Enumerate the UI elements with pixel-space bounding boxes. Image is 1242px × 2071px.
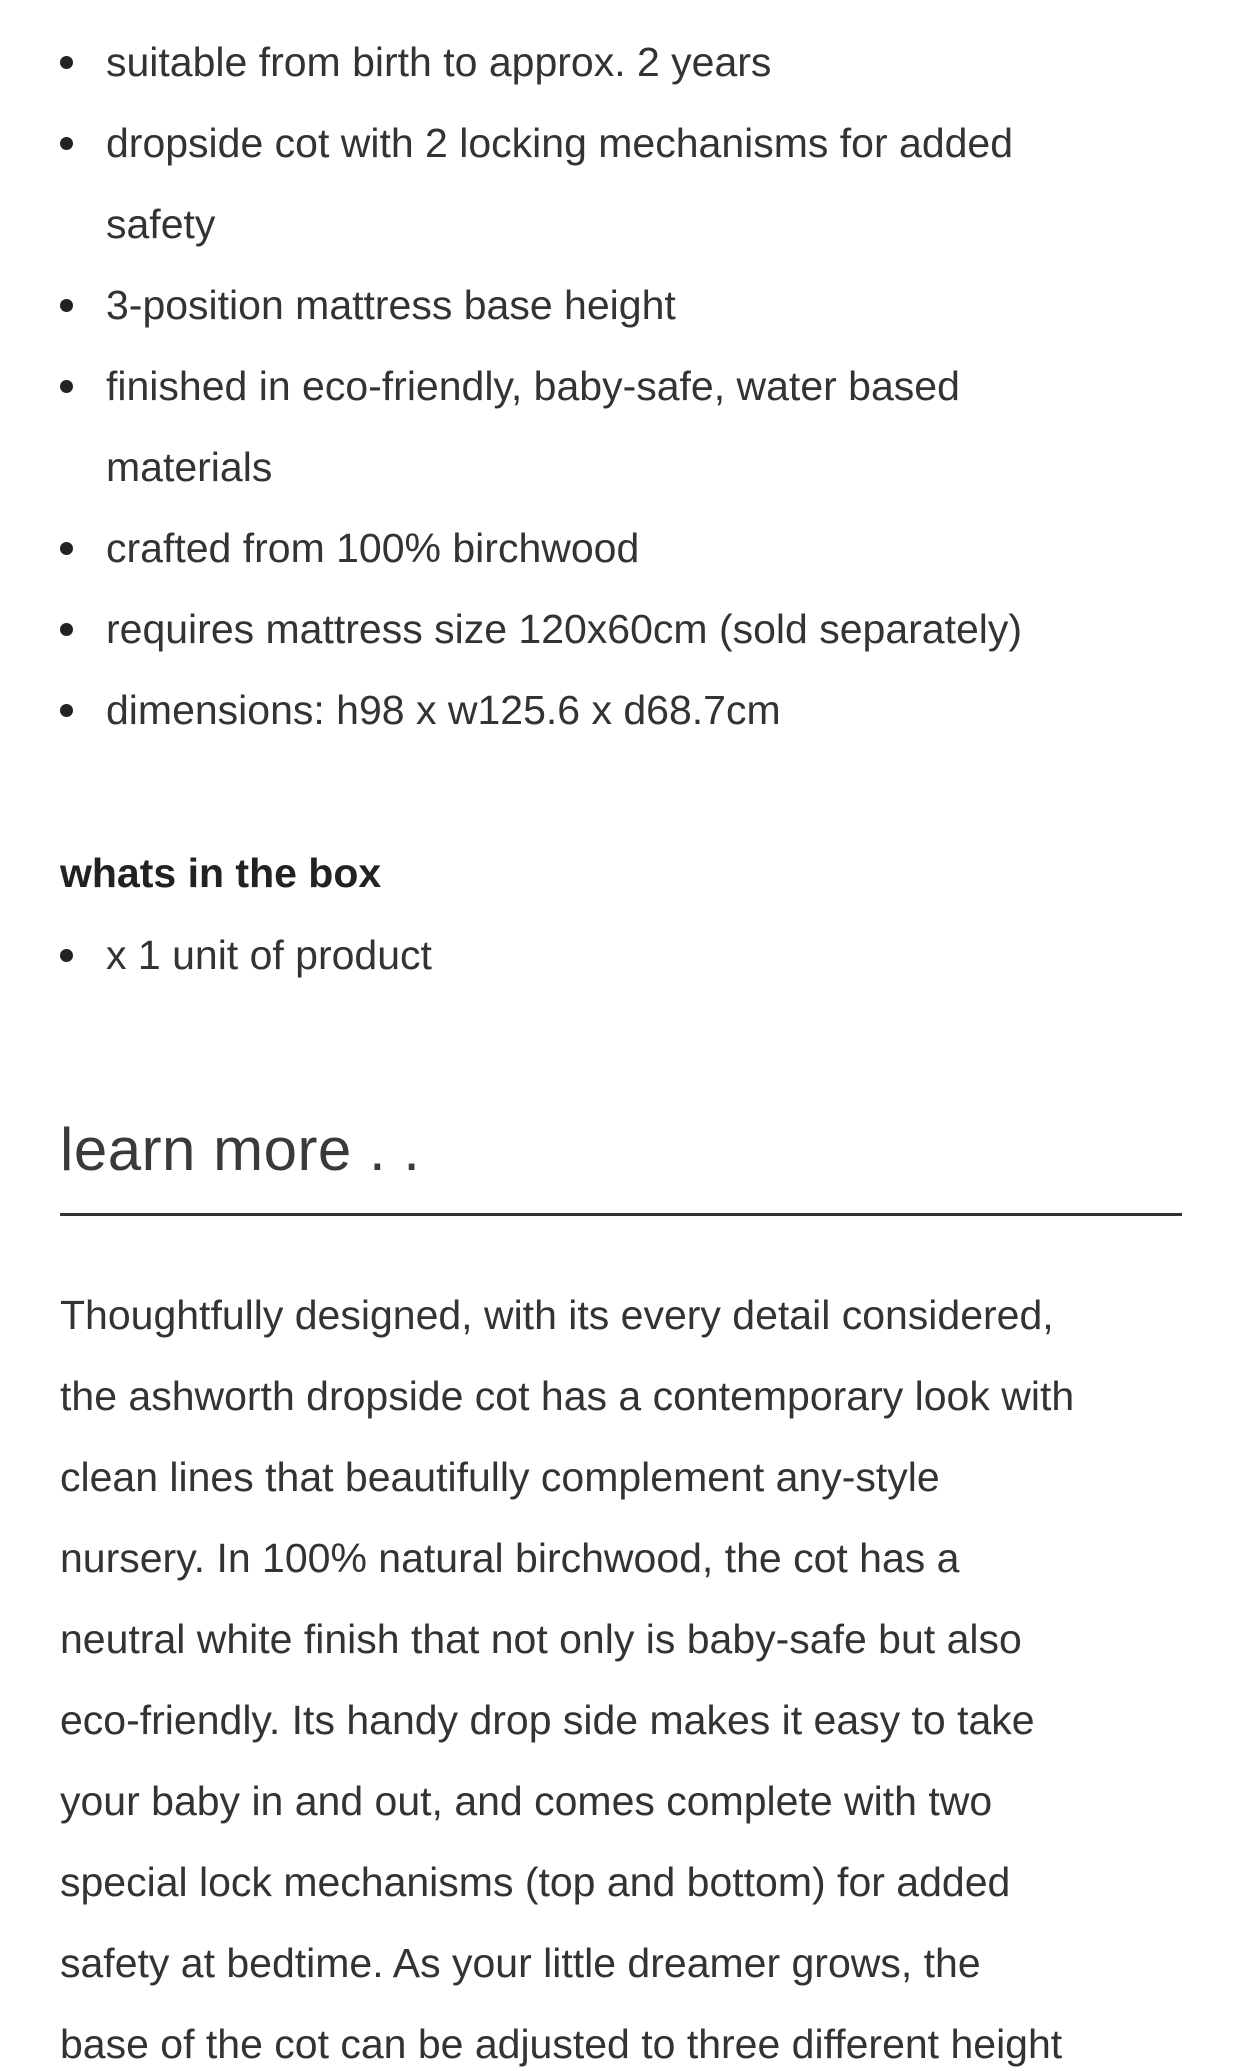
description-line: the ashworth dropside cot has a contemporary look with — [60, 1373, 1075, 1419]
box-item-text: x 1 unit of product — [106, 932, 432, 978]
feature-text: safety — [106, 201, 216, 247]
product-description — [60, 1275, 1190, 2071]
description-line: neutral white finish that not only is baby-safe but also — [60, 1616, 1022, 1662]
description-line: base of the cot can be adjusted to three different height — [60, 2021, 1063, 2067]
bullet-icon — [60, 380, 73, 393]
description-line: your baby in and out, and comes complete with two — [60, 1778, 993, 1824]
feature-item — [60, 670, 1200, 751]
bullet-icon — [60, 623, 73, 636]
bullet-icon — [60, 704, 73, 717]
description-line: safety at bedtime. As your little dreamer grows, the — [60, 1940, 981, 1986]
box-item — [60, 915, 1200, 996]
feature-item — [60, 22, 1200, 103]
feature-text: finished in eco-friendly, baby-safe, water based — [106, 363, 960, 409]
description-line: Thoughtfully designed, with its every detail considered, — [60, 1292, 1054, 1338]
feature-text: materials — [106, 444, 273, 490]
feature-item — [60, 589, 1200, 670]
description-line: clean lines that beautifully complement any-style — [60, 1454, 940, 1500]
description-line: nursery. In 100% natural birchwood, the cot has a — [60, 1535, 960, 1581]
feature-text: dropside cot with 2 locking mechanisms for added — [106, 120, 1014, 166]
feature-text: 3-position mattress base height — [106, 282, 676, 328]
feature-item — [60, 103, 1200, 265]
feature-text: requires mattress size 120x60cm (sold separately) — [106, 606, 1023, 652]
learn-more-heading[interactable]: learn more . . — [60, 1116, 421, 1183]
feature-item — [60, 265, 1200, 346]
description-line: special lock mechanisms (top and bottom) for added — [60, 1859, 1011, 1905]
bullet-icon — [60, 949, 73, 962]
feature-item — [60, 346, 1200, 508]
description-line: eco-friendly. Its handy drop side makes it easy to take — [60, 1697, 1035, 1743]
features-list — [60, 22, 1200, 751]
feature-text: crafted from 100% birchwood — [106, 525, 640, 571]
bullet-icon — [60, 299, 73, 312]
section-divider — [60, 1213, 1182, 1216]
feature-item — [60, 508, 1200, 589]
box-contents-list — [60, 915, 1200, 996]
feature-text: dimensions: h98 x w125.6 x d68.7cm — [106, 687, 781, 733]
feature-text: suitable from birth to approx. 2 years — [106, 39, 772, 85]
bullet-icon — [60, 56, 73, 69]
bullet-icon — [60, 137, 73, 150]
whats-in-the-box-heading: whats in the box — [60, 850, 382, 896]
bullet-icon — [60, 542, 73, 555]
